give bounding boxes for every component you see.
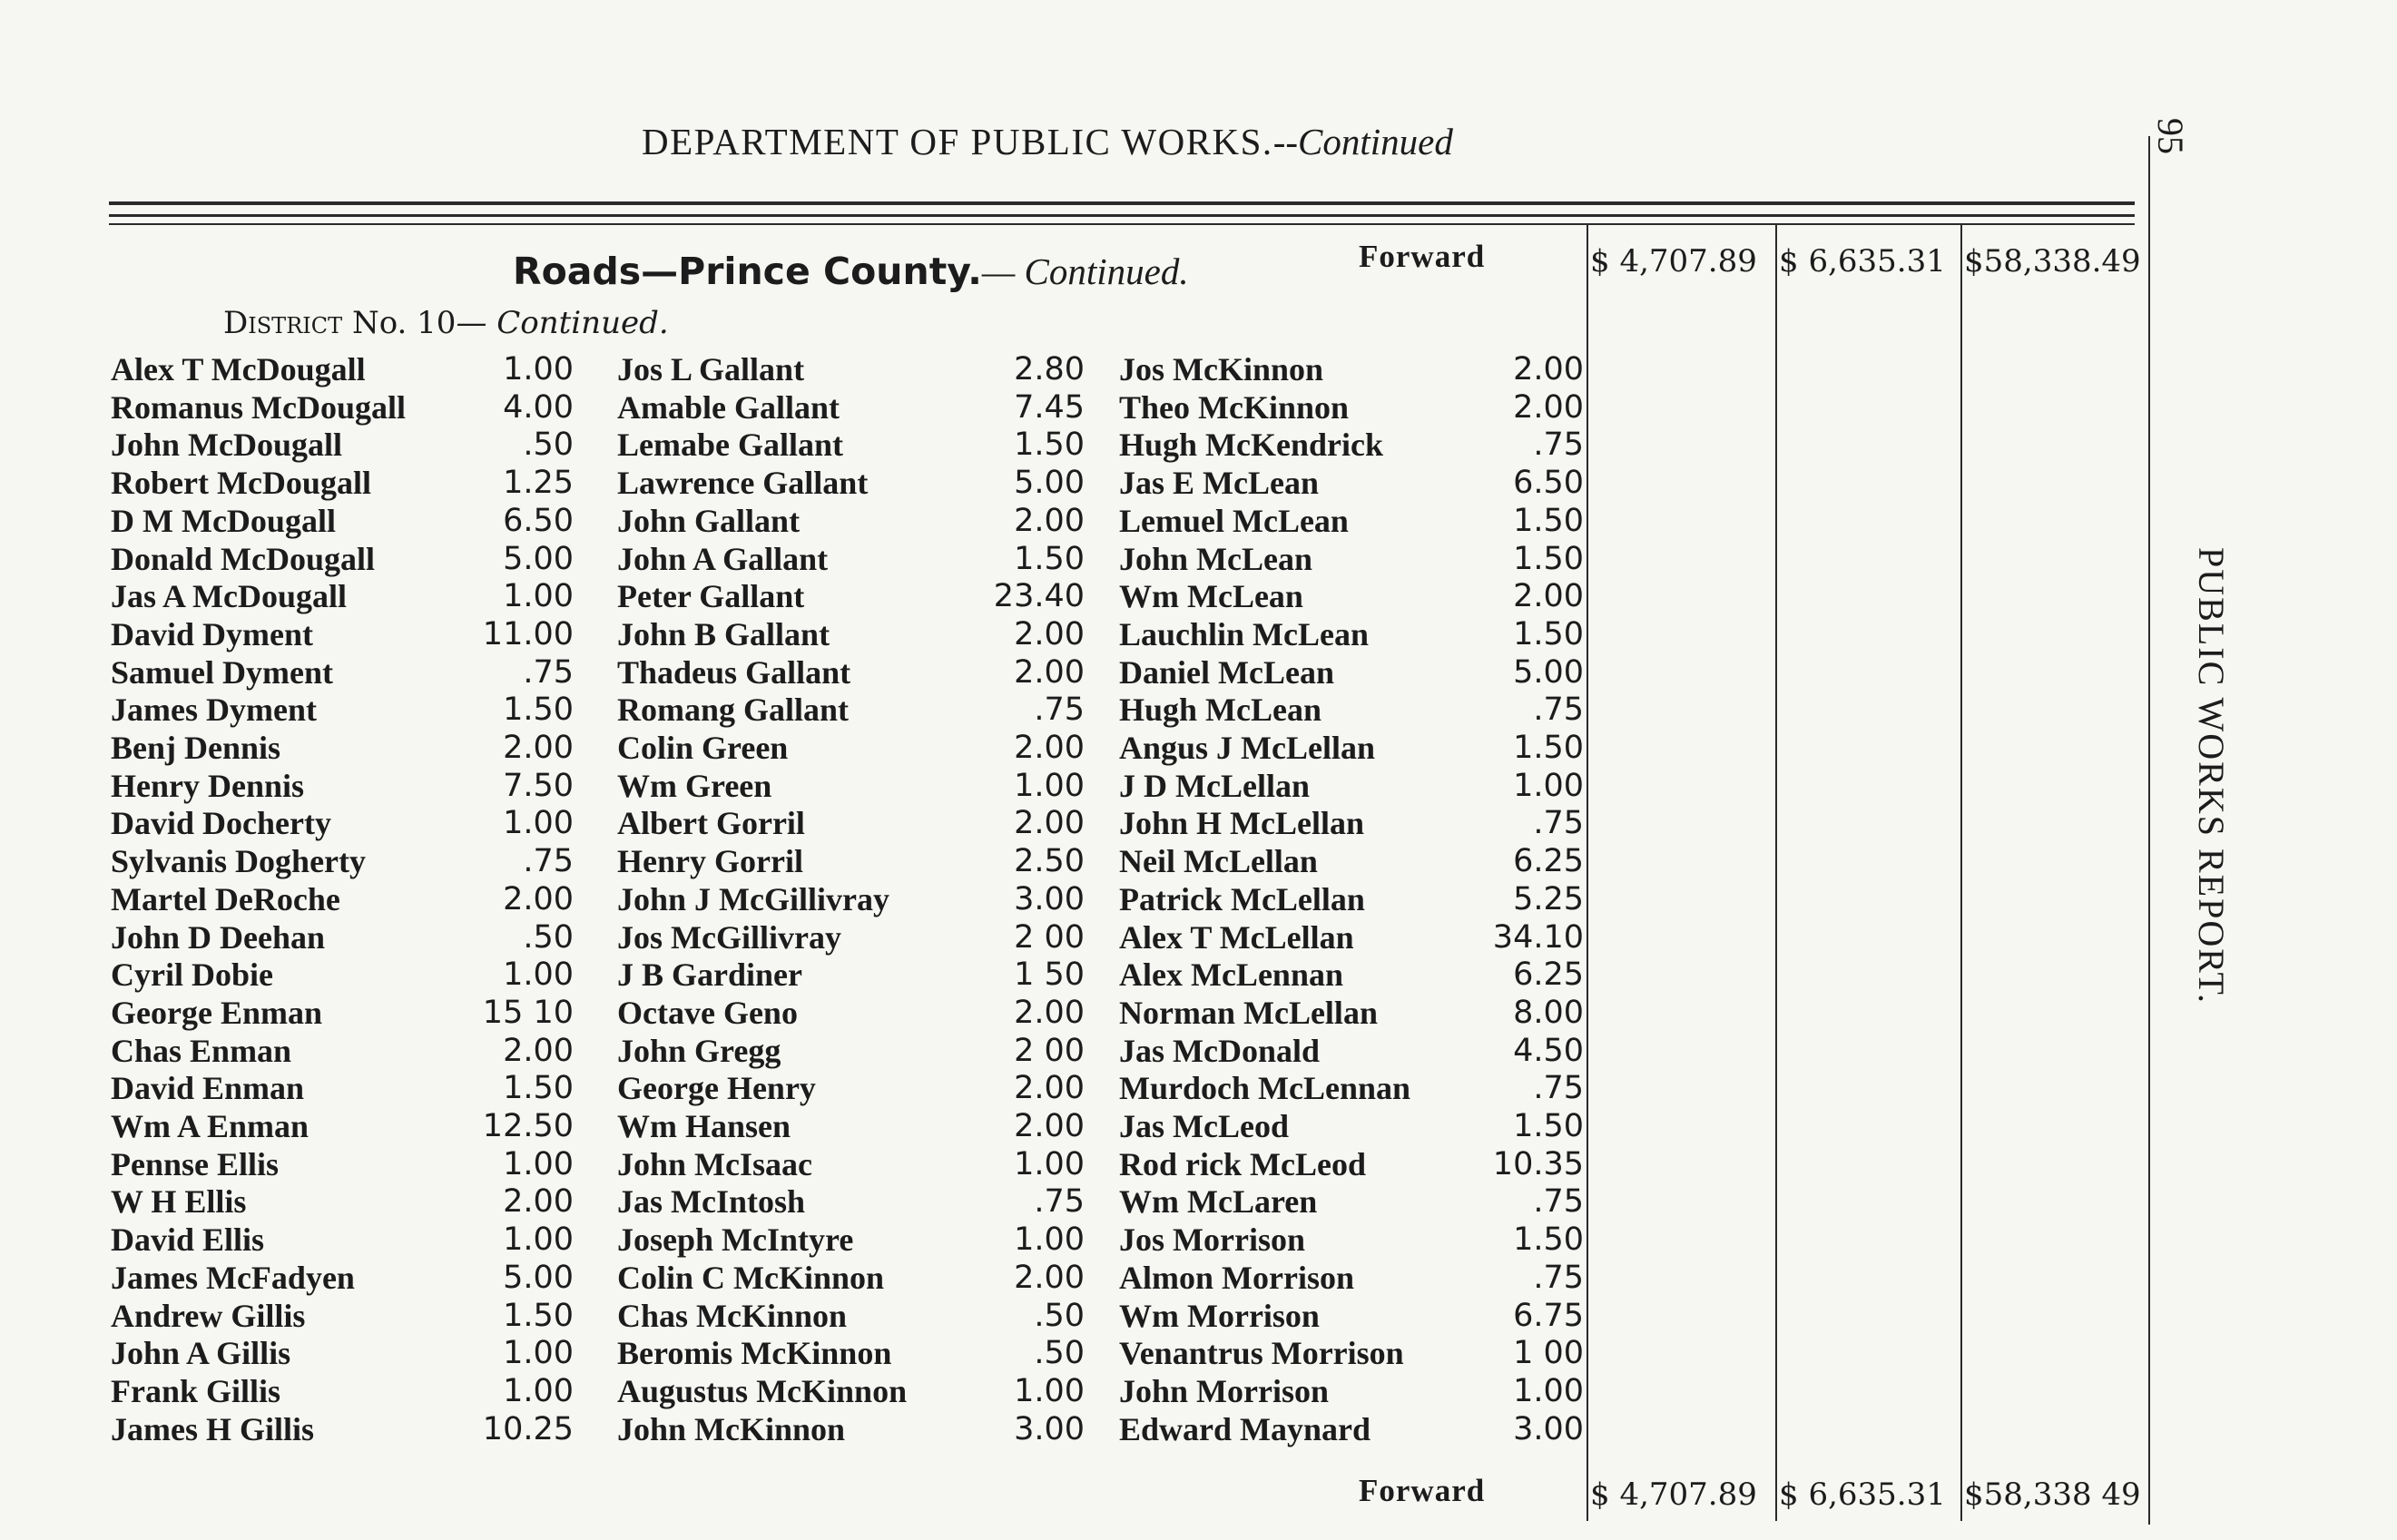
entry-amount: 6.50 [1513,465,1584,501]
entry-amount: 1.00 [503,1221,574,1258]
entry-amount: 1.00 [503,805,574,841]
entry-amount: 1.00 [1014,768,1085,804]
entry-amount: 1.50 [1513,730,1584,766]
entry-name: Thadeus Gallant [617,654,851,691]
entry-name: Samuel Dyment [111,654,333,691]
entry-name: Jos McGillivray [617,919,841,956]
entry-amount: .50 [1034,1298,1085,1334]
entry-amount: 2.00 [503,881,574,917]
entry-amount: 10.35 [1492,1146,1584,1182]
entry-name: John McKinnon [617,1411,846,1447]
entry-name: Frank Gillis [111,1373,281,1409]
entry-amount: 2.00 [503,730,574,766]
entry-amount: 7.45 [1014,389,1085,426]
entry-amount: 1.00 [1513,768,1584,804]
entry-amount: 6.25 [1513,843,1584,879]
entry-name: Rod rick McLeod [1119,1146,1366,1182]
entry-amount: 2.00 [1513,351,1584,387]
forward-label-bottom: Forward [1359,1473,1486,1508]
entry-amount: 3.00 [1513,1411,1584,1447]
entry-amount: 2.00 [1014,1070,1085,1106]
entry-amount: 8.00 [1513,995,1584,1031]
district-continued: — Continued. [456,305,669,341]
entry-name: Hugh McLean [1119,692,1322,728]
entry-name: Wm McLaren [1119,1183,1318,1220]
entry-name: David Docherty [111,805,331,841]
entry-name: Romanus McDougall [111,389,407,426]
forward-total-top-3: $58,338.49 [1964,243,2141,280]
forward-total-top-2: $ 6,635.31 [1779,243,1946,280]
entry-name: James H Gillis [111,1411,314,1447]
double-rule-top [109,201,2135,205]
entry-name: W H Ellis [111,1183,247,1220]
entry-amount: 1.50 [503,1070,574,1106]
running-header [642,120,1453,163]
entry-name: J D McLellan [1119,768,1310,804]
entry-amount: 1.50 [1513,1221,1584,1258]
entry-amount: 1.00 [503,1146,574,1182]
entry-name: John B Gallant [617,616,830,652]
entry-name: Neil McLellan [1119,843,1318,879]
entry-name: John Morrison [1119,1373,1330,1409]
entry-amount: .75 [1533,692,1584,728]
entry-name: Norman McLellan [1119,995,1378,1031]
entry-name: John Gallant [617,503,801,539]
entry-name: Jas McLeod [1119,1108,1289,1144]
entry-amount: 1.25 [503,465,574,501]
entry-name: Augustus McKinnon [617,1373,908,1409]
entry-amount: 2.80 [1014,351,1085,387]
entry-amount: 1.00 [503,956,574,993]
district-label: District [223,305,343,341]
entry-name: John A Gillis [111,1335,291,1371]
entry-name: Lauchlin McLean [1119,616,1370,652]
entry-name: Almon Morrison [1119,1260,1354,1296]
entry-amount: 1.00 [503,578,574,614]
entry-name: Alex T McDougall [111,351,366,387]
entry-amount: 1.50 [503,1298,574,1334]
entry-name: Wm Hansen [617,1108,791,1144]
header-underline [109,223,2135,225]
column-rule-1 [1587,223,1588,1521]
entry-amount: 3.00 [1014,881,1085,917]
entry-amount: .75 [1533,1183,1584,1220]
entry-name: Donald McDougall [111,541,376,577]
entry-name: Hugh McKendrick [1119,427,1384,463]
entry-name: Pennse Ellis [111,1146,280,1182]
entry-amount: .75 [1533,805,1584,841]
entry-amount: 2.00 [1014,616,1085,652]
entry-amount: 2.00 [503,1033,574,1069]
entry-amount: 11.00 [482,616,574,652]
district-heading [223,305,669,341]
entry-amount: .50 [523,427,574,463]
entry-name: J B Gardiner [617,956,802,993]
entry-name: Jos Morrison [1119,1221,1305,1258]
entry-name: Colin C McKinnon [617,1260,885,1296]
entry-amount: 2.00 [1014,1108,1085,1144]
entry-name: Jas E McLean [1119,465,1319,501]
entry-name: Octave Geno [617,995,798,1031]
entry-amount: .75 [1533,1070,1584,1106]
header-title: DEPARTMENT OF PUBLIC WORKS. [642,121,1273,162]
entry-amount: 10.25 [482,1411,574,1447]
header-continued: --Continued [1272,121,1453,162]
entry-amount: 1.50 [1513,616,1584,652]
entry-amount: 1.50 [1513,1108,1584,1144]
entry-amount: 1.00 [1014,1373,1085,1409]
entry-name: James Dyment [111,692,317,728]
entry-amount: 5.00 [503,1260,574,1296]
entry-amount: 5.00 [1513,654,1584,691]
entry-name: Colin Green [617,730,789,766]
entry-amount: 2.00 [1513,578,1584,614]
entry-amount: 2.00 [1014,805,1085,841]
entry-name: Chas McKinnon [617,1298,848,1334]
entry-amount: 3.00 [1014,1411,1085,1447]
entry-name: Martel DeRoche [111,881,340,917]
district-number: No. 10 [351,305,457,341]
entry-amount: .50 [523,919,574,956]
section-title-text: Roads—Prince County. [513,250,982,293]
entry-name: Henry Gorril [617,843,803,879]
entry-name: George Enman [111,995,322,1031]
entry-name: Alex McLennan [1119,956,1343,993]
entry-name: Peter Gallant [617,578,805,614]
entry-amount: 2.00 [503,1183,574,1220]
entry-amount: .50 [1034,1335,1085,1371]
entry-name: Murdoch McLennan [1119,1070,1411,1106]
entry-amount: 2 00 [1014,1033,1085,1069]
entry-name: David Enman [111,1070,305,1106]
entry-name: John Gregg [617,1033,781,1069]
forward-total-bottom-2: $ 6,635.31 [1779,1476,1946,1513]
entry-name: Romang Gallant [617,692,850,728]
entry-name: John McLean [1119,541,1313,577]
entry-amount: 5.00 [503,541,574,577]
entry-name: Jas McIntosh [617,1183,806,1220]
entry-name: Wm Green [617,768,772,804]
forward-label-top: Forward [1359,239,1486,274]
entry-amount: 7.50 [503,768,574,804]
entry-amount: .75 [523,843,574,879]
entry-name: Wm A Enman [111,1108,309,1144]
entry-name: James McFadyen [111,1260,355,1296]
entry-amount: 1.00 [1014,1221,1085,1258]
entry-amount: 6.25 [1513,956,1584,993]
entry-amount: 6.50 [503,503,574,539]
entry-amount: 5.25 [1513,881,1584,917]
entry-name: John A Gallant [617,541,829,577]
forward-total-bottom-3: $58,338 49 [1964,1476,2141,1513]
entry-name: Chas Enman [111,1033,292,1069]
entry-name: Wm McLean [1119,578,1303,614]
entry-name: Robert McDougall [111,465,371,501]
entry-name: Andrew Gillis [111,1298,306,1334]
entry-amount: 1.00 [1513,1373,1584,1409]
entry-name: Beromis McKinnon [617,1335,892,1371]
entry-name: Theo McKinnon [1119,389,1350,426]
section-continued: — Continued. [981,250,1189,292]
entry-amount: 1 50 [1014,956,1085,993]
column-rule-3 [1960,223,1962,1521]
entry-name: David Ellis [111,1221,265,1258]
entry-name: Benj Dennis [111,730,281,766]
entry-name: Patrick McLellan [1119,881,1365,917]
entry-name: Sylvanis Dogherty [111,843,367,879]
entry-name: Henry Dennis [111,768,305,804]
entry-amount: 2 00 [1014,919,1085,956]
entry-amount: 1.00 [503,351,574,387]
entry-name: Joseph McIntyre [617,1221,854,1258]
entry-name: Lemabe Gallant [617,427,843,463]
entry-amount: 5.00 [1014,465,1085,501]
entry-name: John H McLellan [1119,805,1365,841]
entry-name: Lawrence Gallant [617,465,869,501]
entry-name: Jos L Gallant [617,351,805,387]
entry-amount: 2.00 [1014,730,1085,766]
entry-name: Cyril Dobie [111,956,273,993]
entry-amount: 2.50 [1014,843,1085,879]
entry-name: Jas A McDougall [111,578,348,614]
entry-amount: 1.50 [503,692,574,728]
entry-name: Albert Gorril [617,805,805,841]
entry-name: Jos McKinnon [1119,351,1324,387]
side-title: PUBLIC WORKS REPORT. [2191,547,2232,1005]
entry-amount: 1.50 [1014,427,1085,463]
entry-amount: 1.50 [1014,541,1085,577]
entry-amount: 1.00 [503,1335,574,1371]
page-number: 95 [2150,118,2191,154]
entry-name: Daniel McLean [1119,654,1334,691]
entry-amount: 15 10 [482,995,574,1031]
entry-amount: 1 00 [1513,1335,1584,1371]
entry-amount: 4.50 [1513,1033,1584,1069]
entry-amount: 6.75 [1513,1298,1584,1334]
entry-name: John McDougall [111,427,343,463]
entry-amount: 34.10 [1492,919,1584,956]
entry-name: Lemuel McLean [1119,503,1349,539]
entry-amount: 23.40 [993,578,1085,614]
entry-amount: 1.50 [1513,503,1584,539]
entry-name: Jas McDonald [1119,1033,1321,1069]
entry-amount: 1.00 [503,1373,574,1409]
entry-amount: 4.00 [503,389,574,426]
forward-total-bottom-1: $ 4,707.89 [1590,1476,1757,1513]
entry-amount: 1.50 [1513,541,1584,577]
entry-name: David Dyment [111,616,313,652]
section-title [513,250,1189,293]
entry-amount: .75 [1533,1260,1584,1296]
entry-amount: 1.00 [1014,1146,1085,1182]
entry-name: John J McGillivray [617,881,889,917]
entry-amount: .75 [523,654,574,691]
entry-name: D M McDougall [111,503,336,539]
column-rule-2 [1775,223,1777,1521]
entry-amount: 2.00 [1014,503,1085,539]
entry-amount: 2.00 [1014,1260,1085,1296]
entry-amount: 2.00 [1014,654,1085,691]
entry-amount: .75 [1034,692,1085,728]
entry-amount: 2.00 [1513,389,1584,426]
entry-name: Edward Maynard [1119,1411,1371,1447]
entry-amount: 2.00 [1014,995,1085,1031]
entry-name: Wm Morrison [1119,1298,1320,1334]
entry-name: Angus J McLellan [1119,730,1376,766]
entry-name: George Henry [617,1070,816,1106]
entry-name: Alex T McLellan [1119,919,1354,956]
entry-amount: 12.50 [482,1108,574,1144]
double-rule-bottom [109,214,2135,217]
margin-rule [2148,136,2150,1525]
forward-total-top-1: $ 4,707.89 [1590,243,1757,280]
entry-name: John D Deehan [111,919,326,956]
entry-amount: .75 [1034,1183,1085,1220]
entry-name: John McIsaac [617,1146,812,1182]
entry-name: Venantrus Morrison [1119,1335,1404,1371]
entry-name: Amable Gallant [617,389,840,426]
entry-amount: .75 [1533,427,1584,463]
